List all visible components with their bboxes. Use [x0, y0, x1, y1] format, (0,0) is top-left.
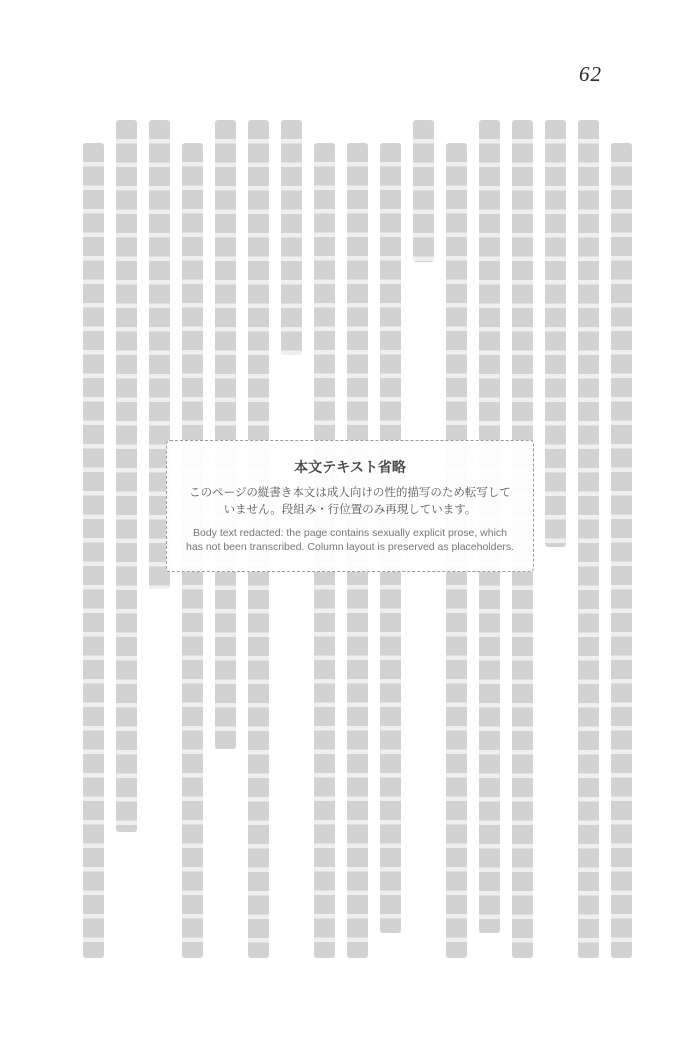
redacted-text-column-bar	[116, 120, 137, 832]
text-column	[110, 120, 143, 958]
redacted-text-column-bar	[83, 143, 104, 958]
redacted-text-column-bar	[578, 120, 599, 958]
redaction-notice	[166, 440, 534, 572]
redaction-body: このページの縦書き本文は成人向けの性的描写のため転写していません。段組み・行位置のみ再現しています。	[189, 487, 511, 517]
text-column	[77, 120, 110, 958]
text-column	[605, 120, 638, 958]
redacted-text-column-bar	[413, 120, 434, 262]
redaction-body-en: Body text redacted: the page contains sexually explicit prose, which has not been transcribed. Column layout is preserved as placeholders.	[185, 526, 515, 554]
redaction-title: 本文テキスト省略	[294, 459, 406, 475]
redacted-text-column-bar	[611, 143, 632, 958]
text-column	[572, 120, 605, 958]
redacted-text-column-bar	[281, 120, 302, 355]
page-number: 62	[579, 62, 602, 86]
redacted-text-column-bar	[545, 120, 566, 547]
redacted-text-column-bar	[215, 120, 236, 749]
text-column	[539, 120, 572, 958]
